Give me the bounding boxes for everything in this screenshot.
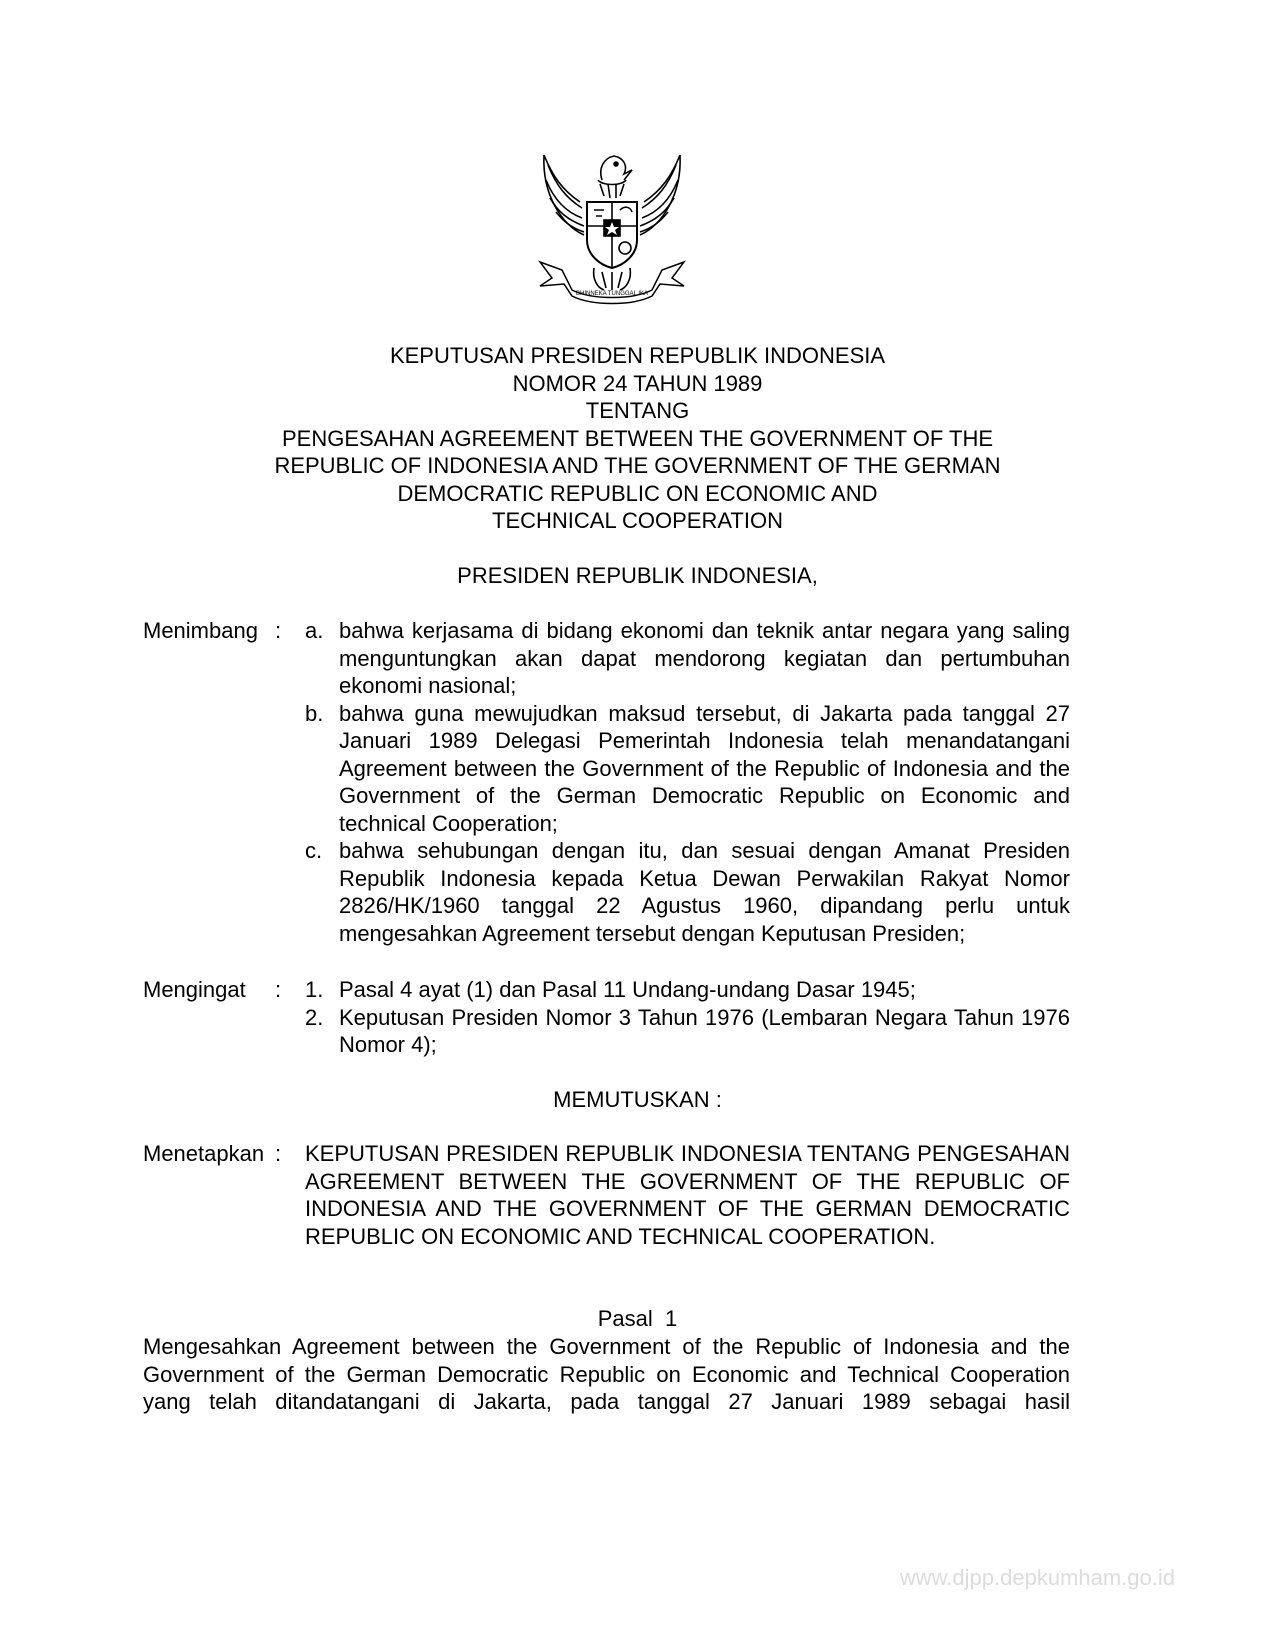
menetapkan-colon: :	[275, 1141, 282, 1166]
item-marker: b.	[305, 700, 324, 726]
title-line: REPUBLIC OF INDONESIA AND THE GOVERNMENT OF THE GERMAN	[274, 453, 1001, 478]
menetapkan-label: Menetapkan	[143, 1141, 265, 1166]
mengingat-colon: :	[275, 977, 282, 1002]
pasal-1-heading: Pasal 1	[597, 1306, 678, 1331]
menimbang-item-a	[305, 617, 1070, 700]
title-line: TECHNICAL COOPERATION	[492, 508, 783, 533]
item-text: Keputusan Presiden Nomor 3 Tahun 1976 (Lembaran Negara Tahun 1976 Nomor 4);	[339, 1004, 1070, 1057]
garuda-emblem-icon	[532, 140, 692, 315]
president-heading: PRESIDEN REPUBLIK INDONESIA,	[457, 563, 818, 588]
item-text: bahwa kerjasama di bidang ekonomi dan teknik antar negara yang saling menguntungkan akan dapat mendorong kegiatan dan pertumbuhan ekonomi nasional;	[339, 618, 1070, 698]
menetapkan-text: KEPUTUSAN PRESIDEN REPUBLIK INDONESIA TENTANG PENGESAHAN AGREEMENT BETWEEN THE GOVERNMENT OF THE REPUBLIC OF INDONESIA AND THE GOVERNMENT OF THE GERMAN DEMOCRATIC REPUBLIC ON ECONOMIC AND TECHNICAL COOPERATION.	[305, 1141, 1070, 1249]
pasal-1-text: Mengesahkan Agreement between the Government of the Republic of Indonesia and the Government of the German Democratic Republic on Economic and Technical Cooperation yang telah ditandatangani di Jakarta, pada tanggal 27 Januari 1989 sebagai hasil	[143, 1334, 1070, 1414]
item-text: bahwa sehubungan dengan itu, dan sesuai dengan Amanat Presiden Republik Indonesia kepada Ketua Dewan Perwakilan Rakyat Nomor 2826/HK/1960 tanggal 22 Agustus 1960, dipandang perlu untuk mengesahkan Agreement tersebut dengan Keputusan Presiden;	[339, 838, 1070, 946]
title-line: TENTANG	[585, 398, 690, 423]
item-marker: 1.	[305, 977, 324, 1002]
mengingat-item-2	[305, 1004, 1070, 1059]
mengingat-item-1	[305, 976, 1070, 1004]
title-line: DEMOCRATIC REPUBLIC ON ECONOMIC AND	[397, 480, 878, 506]
menimbang-item-b	[305, 700, 1070, 838]
document-title	[140, 342, 1135, 535]
menimbang-section	[143, 617, 1070, 947]
mengingat-section	[143, 976, 1070, 1059]
menetapkan-section	[143, 1140, 1070, 1250]
item-marker: a.	[305, 618, 324, 643]
menimbang-item-c	[305, 837, 1070, 947]
item-marker: c.	[305, 838, 323, 863]
title-line: PENGESAHAN AGREEMENT BETWEEN THE GOVERNMENT OF THE	[281, 425, 994, 451]
title-line: NOMOR 24 TAHUN 1989	[512, 370, 763, 396]
emblem-motto: BHINNEKA TUNGGAL IKA	[575, 291, 649, 297]
item-text: bahwa guna mewujudkan maksud tersebut, di Jakarta pada tanggal 27 Januari 1989 Delegasi Pemerintah Indonesia telah menandatangani Agreement between the Government of the Republic of Indonesia and the Government of the German Democratic Republic on Economic and technical Cooperation;	[339, 700, 1070, 836]
item-marker: 2.	[305, 1004, 324, 1030]
menimbang-colon: :	[275, 618, 282, 643]
item-text: Pasal 4 ayat (1) dan Pasal 11 Undang-undang Dasar 1945;	[339, 977, 916, 1002]
mengingat-label: Mengingat	[143, 977, 246, 1002]
memutuskan-heading: MEMUTUSKAN :	[553, 1087, 722, 1112]
menimbang-label: Menimbang	[143, 618, 258, 643]
title-line: KEPUTUSAN PRESIDEN REPUBLIK INDONESIA	[389, 343, 886, 368]
watermark: www.djpp.depkumham.go.id	[899, 1565, 1175, 1590]
